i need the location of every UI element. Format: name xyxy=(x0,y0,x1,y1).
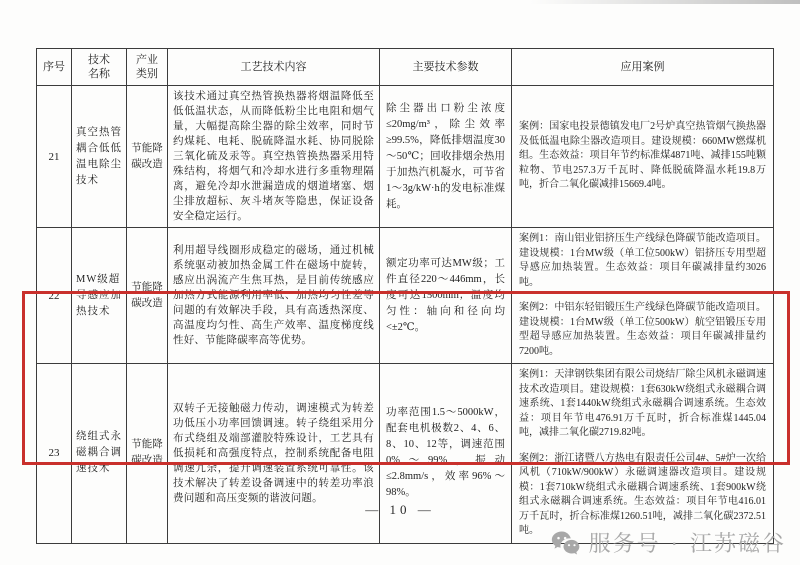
wechat-icon xyxy=(551,530,581,556)
cell-seq: 23 xyxy=(37,364,72,544)
header-industry-category: 产业 类别 xyxy=(127,49,168,86)
footer-brand xyxy=(551,527,786,558)
cell-params: 除尘器出口粉尘浓度≤20mg/m³，除尘效率≥99.5%，降低排烟温度30～50℃；回收排烟余热用于加热汽机凝水，可节省1～3g/kW·h的发电标准煤耗。 xyxy=(380,86,512,228)
table-row xyxy=(37,86,774,228)
case-paragraph: 案例2：浙江诸暨八方热电有限责任公司4#、5#炉一次给风机（710kW/900kW）永磁调速器改造项目。建设规模：1套710kW绕组式永磁耦合调速系统、1套900kW绕组式永磁耦合调速系统。生态效益：项目年节电416.01万千瓦时，折合标准煤1260.51吨，减排二氧化碳2372.51吨。 xyxy=(519,452,766,536)
page-number: — 10 — xyxy=(365,502,435,517)
cell-category: 节能降碳改造 xyxy=(127,228,168,364)
cell-tech-name: 绕组式永磁耦合调速技术 xyxy=(72,364,127,544)
cell-process: 利用超导线圈形成稳定的磁场，通过机械系统驱动被加热金属工件在磁场中旋转，感应出涡流产生焦耳热，是目前传统感应加热方式能源利用率低、加热均匀性差等问题的有效解决手段，具有高透热深度、高温度均匀性、高生产效率、温度梯度线性好、节能降碳率高等优势。 xyxy=(168,228,380,364)
cell-cases xyxy=(512,228,774,364)
cell-process: 双转子无接触磁力传动，调速模式为转差功低压小功率回馈调速。转子绕组采用分布式绕组及端部灌胶特殊设计，工艺具有低损耗和高强度特点，控制系统配备电阻调速冗余，提升调速装置系统可靠性。该技术解决了转差设备调速中的转差功率浪费问题和高压变频的谐波问题。 xyxy=(168,364,380,544)
header-process-content: 工艺技术内容 xyxy=(168,49,380,86)
cell-category: 节能降碳改造 xyxy=(127,364,168,544)
cell-params: 功率范围1.5～5000kW，配套电机极数2、4、6、8、10、12等，调速范围0%～99%，振动≤2.8mm/s，效率96%～98%。 xyxy=(380,364,512,544)
technology-table xyxy=(36,48,773,544)
table-row xyxy=(37,228,774,364)
header-application-cases: 应用案例 xyxy=(512,49,774,86)
header-main-params: 主要技术参数 xyxy=(380,49,512,86)
cell-tech-name: 真空热管耦合低低温电除尘技术 xyxy=(72,86,127,228)
cell-seq: 21 xyxy=(37,86,72,228)
cell-params: 额定功率可达MW级；工件直径220～446mm，长度可达1500mm；温度均匀性：轴向和径向均<±2℃。 xyxy=(380,228,512,364)
cell-seq: 22 xyxy=(37,228,72,364)
case-paragraph: 案例2：中铝东轻铝锻压生产线绿色降碳节能改造项目。建设规模：1台MW级（单工位500kW）航空铝锻压专用型超导感应加热装置。生态效益：项目年碳减排量约7200吨。 xyxy=(519,302,766,357)
table-header-row xyxy=(37,49,774,86)
case-paragraph: 案例1：天津钢铁集团有限公司烧结厂除尘风机永磁调速技术改造项目。建设规模：1套630kW绕组式永磁耦合调速系统、1套1440kW绕组式永磁耦合调速系统。生态效益：项目年节电476.91万千瓦时，折合标准煤1445.04吨，减排二氧化碳2719.82吨。 xyxy=(519,369,766,438)
cell-process: 该技术通过真空热管换热器将烟温降低至低低温状态，从而降低粉尘比电阻和烟气量，大幅提高除尘器的除尘效率，同时节约煤耗、电耗、脱硫降温水耗、协同脱除三氧化硫及汞等。真空热管换热器采用特殊结构，将烟气和冷却水进行多重物理隔离，避免冷却水泄漏造成的烟道堵塞、烟尘排放超标、灰斗堵灰等隐患，保证设备安全稳定运行。 xyxy=(168,86,380,228)
header-tech-name: 技术 名称 xyxy=(72,49,127,86)
footer-account-name: 江苏磁谷 xyxy=(689,531,786,556)
scan-artifact xyxy=(530,0,800,4)
cell-tech-name: MW级超导感应加热技术 xyxy=(72,228,127,364)
footer-account-type: 服务号 xyxy=(588,531,661,556)
case-paragraph: 案例1：南山铝业铝挤压生产线绿色降碳节能改造项目。建设规模：1台MW级（单工位500kW）铝挤压专用型超导感应加热装置。生态效益：项目年碳减排量约3026吨。 xyxy=(519,233,766,288)
cell-cases xyxy=(512,86,774,228)
case-paragraph: 案例：国家电投景德镇发电厂2号炉真空热管烟气换热器及低低温电除尘器改造项目。建设规模：660MW燃煤机组。生态效益：项目年节约标准煤4871吨、减排155吨颗粒物、节电257.3万千瓦时、降低脱硫降温水耗19.8万吨，折合二氧化碳减排15669.4吨。 xyxy=(519,121,766,191)
cell-category: 节能降碳改造 xyxy=(127,86,168,228)
footer-separator: · xyxy=(670,529,680,555)
header-seq: 序号 xyxy=(37,49,72,86)
